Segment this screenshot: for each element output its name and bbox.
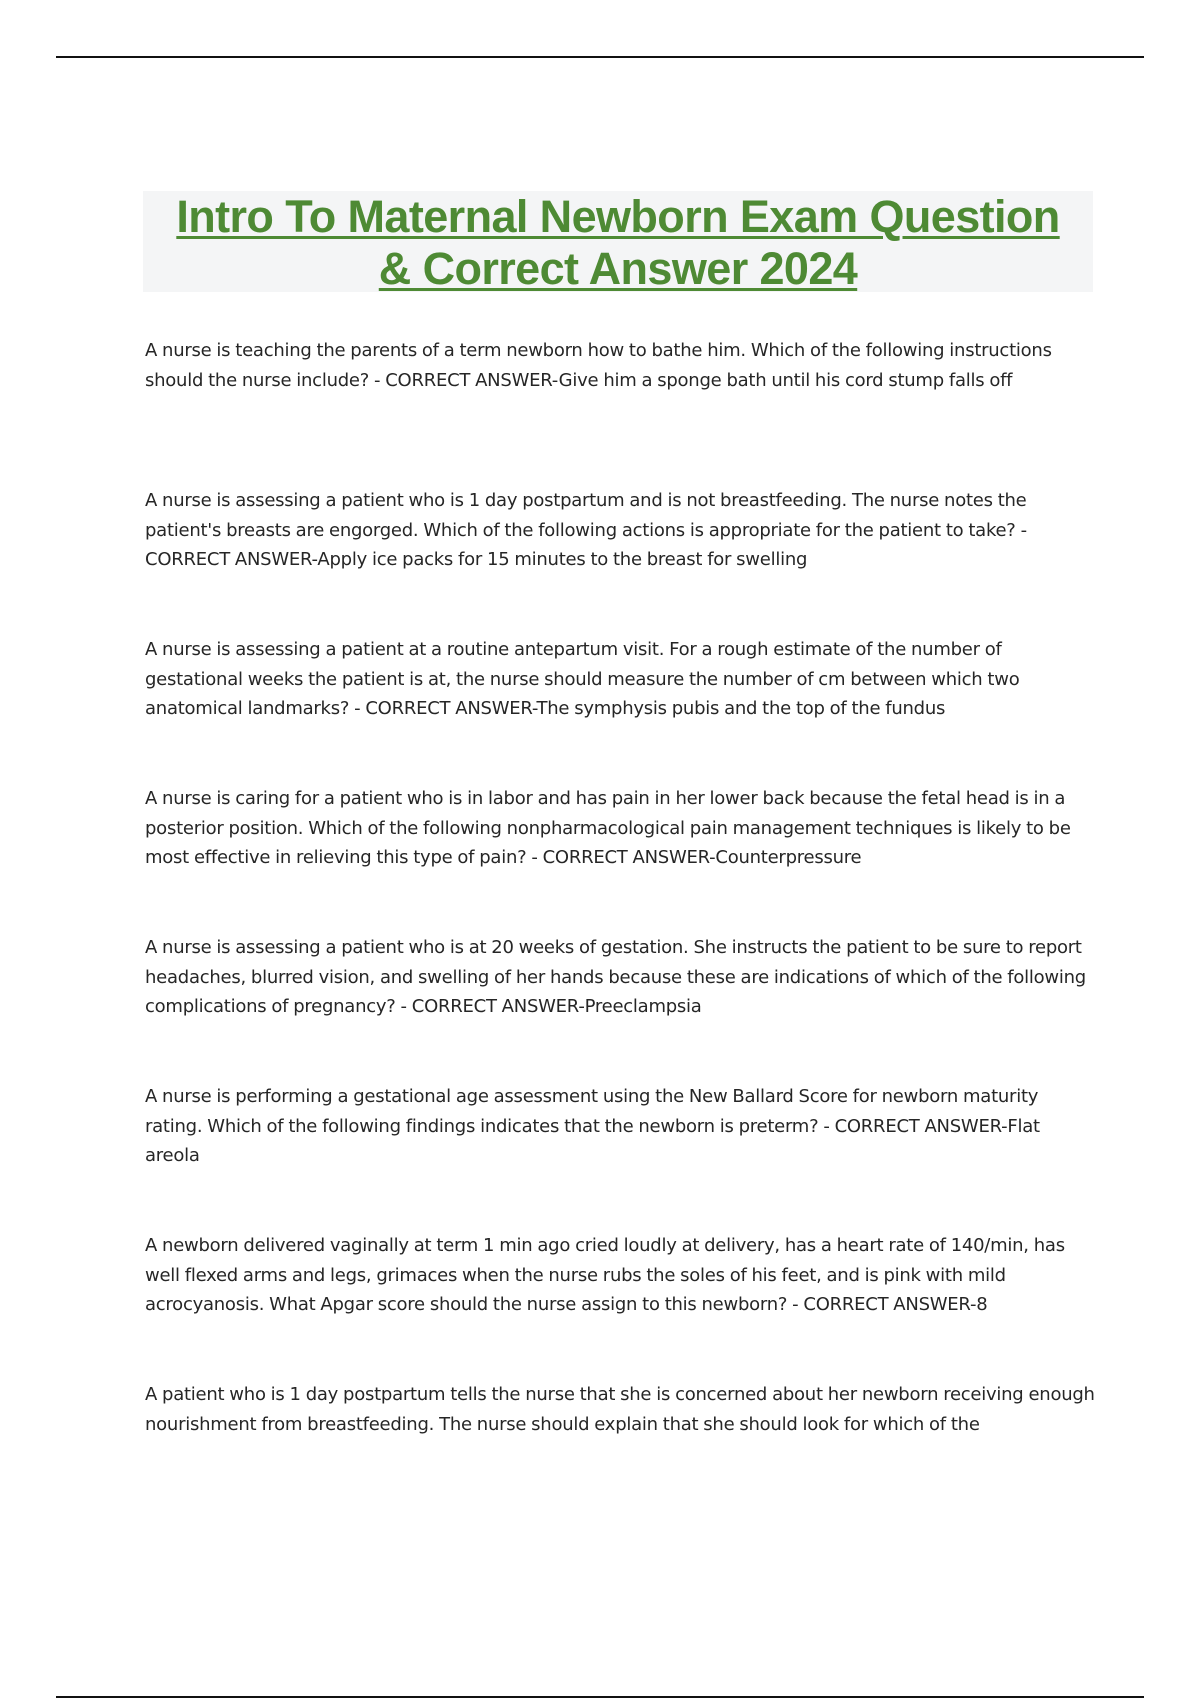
qa-item-4: A nurse is caring for a patient who is in labor and has pain in her lower back because the fetal head is in a posterior position. Which of the following nonpharmacological pain management techniques is likely to be most effective in relieving this type of pain? - CORRECT ANSWER-Counterpressure: [145, 788, 1071, 868]
qa-item-6: A nurse is performing a gestational age assessment using the New Ballard Score for newborn maturity rating. Which of the following findings indicates that the newborn is preterm? - CORRECT ANSWER-Flat areola: [145, 1086, 1040, 1166]
qa-item-5: A nurse is assessing a patient who is at 20 weeks of gestation. She instructs the patient to be sure to report headaches, blurred vision, and swelling of her hands because these are indications of which of the following complications of pregnancy? - CORRECT ANSWER-Preeclampsia: [145, 937, 1086, 1017]
qa-item-8: A patient who is 1 day postpartum tells the nurse that she is concerned about her newborn receiving enough nourishment from breastfeeding. The nurse should explain that she should look for which of the: [145, 1384, 1095, 1435]
qa-item-7: A newborn delivered vaginally at term 1 min ago cried loudly at delivery, has a heart rate of 140/min, has well flexed arms and legs, grimaces when the nurse rubs the soles of his feet, and is pink with mild acrocyanosis. What Apgar score should the nurse assign to this newborn? - CORRECT ANSWER-8: [145, 1235, 1065, 1315]
footer-rule: [56, 1696, 1144, 1698]
document-title-line-1: Intro To Maternal Newborn Exam Question: [176, 191, 1060, 242]
qa-item-3: A nurse is assessing a patient at a routine antepartum visit. For a rough estimate of the number of gestational weeks the patient is at, the nurse should measure the number of cm between which two anatomical landmarks? - CORRECT ANSWER-The symphysis pubis and the top of the fundus: [145, 639, 1020, 719]
header-rule: [56, 56, 1144, 58]
qa-item-2: A nurse is assessing a patient who is 1 day postpartum and is not breastfeeding. The nurse notes the patient's breasts are engorged. Which of the following actions is appropriate for the patient to take? - CORRECT ANSWER-Apply ice packs for 15 minutes to the breast for swelling: [145, 490, 1027, 570]
document-title-line-2: & Correct Answer 2024: [378, 243, 858, 294]
qa-item-1: A nurse is teaching the parents of a term newborn how to bathe him. Which of the following instructions should the nurse include? - CORRECT ANSWER-Give him a sponge bath until his cord stump falls off: [145, 340, 1052, 391]
title-banner: [143, 191, 1093, 292]
